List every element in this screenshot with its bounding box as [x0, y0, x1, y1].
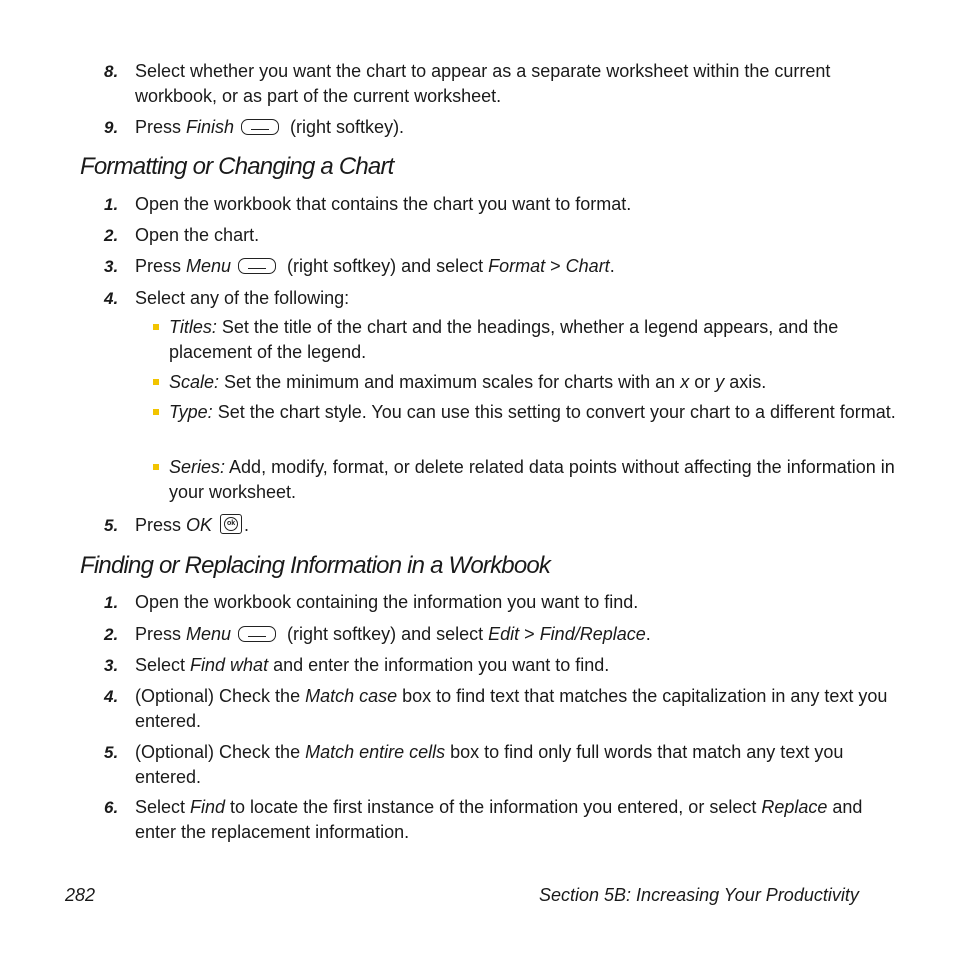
- text-run: (Optional) Check the: [135, 686, 306, 706]
- text-run: and enter the replacement information.: [135, 797, 863, 842]
- path-separator: >: [519, 624, 540, 644]
- step-number: 2.: [104, 226, 119, 245]
- text-run: Add, modify, format, or delete related data points without affecting the information in your worksheet.: [169, 457, 895, 502]
- step-number: 5.: [104, 516, 119, 535]
- ok-glyph: ok: [224, 517, 238, 531]
- step-text: [135, 513, 895, 538]
- replace-label: Replace: [761, 797, 828, 817]
- step-text: Open the chart.: [135, 225, 260, 245]
- text-run: box to find text that matches the capitalization in any text you entered.: [135, 686, 888, 731]
- step-number: 1.: [104, 593, 119, 612]
- text-run: Set the minimum and maximum scales for charts with an: [219, 372, 681, 392]
- text-run: .: [645, 624, 651, 644]
- step-number: 1.: [104, 195, 119, 214]
- menu-label: Menu: [186, 256, 232, 276]
- bullet-term: Titles:: [169, 317, 217, 337]
- match-case-label: Match case: [305, 686, 398, 706]
- step-number: 4.: [104, 687, 119, 706]
- text-run: Set the title of the chart and the headings, whether a legend appears, and the placement of the legend.: [169, 317, 839, 362]
- text-run: Press: [135, 256, 187, 276]
- find-replace-label: Find/Replace: [539, 624, 646, 644]
- text-run: (right softkey) and select: [282, 256, 489, 276]
- right-softkey-icon: [238, 626, 276, 642]
- step-text: Select whether you want the chart to appear as a separate worksheet within the current workbook, or as part of the current worksheet.: [135, 61, 831, 106]
- path-separator: >: [545, 256, 566, 276]
- step-text: [135, 115, 895, 140]
- text-run: Press: [135, 624, 187, 644]
- bullet-text: [169, 455, 897, 505]
- bullet-marker: [153, 464, 159, 470]
- chart-label: Chart: [565, 256, 610, 276]
- find-what-label: Find what: [190, 655, 269, 675]
- text-run: (right softkey).: [285, 117, 405, 137]
- format-label: Format: [488, 256, 546, 276]
- step-number: 6.: [104, 798, 119, 817]
- bullet-text: [169, 315, 897, 365]
- text-run: Press: [135, 515, 187, 535]
- bullet-term: Type:: [169, 402, 213, 422]
- right-softkey-icon: [241, 119, 279, 135]
- step-number: 5.: [104, 743, 119, 762]
- text-run: .: [244, 515, 250, 535]
- step-text: [135, 254, 895, 279]
- edit-label: Edit: [488, 624, 520, 644]
- step-text: [135, 795, 895, 845]
- section-title: Section 5B: Increasing Your Productivity: [539, 885, 859, 905]
- text-run: Press: [135, 117, 187, 137]
- right-softkey-icon: [238, 258, 276, 274]
- step-text: [135, 622, 895, 647]
- bullet-text: [169, 400, 897, 425]
- find-label: Find: [190, 797, 226, 817]
- bullet-term: Series:: [169, 457, 226, 477]
- step-number: 9.: [104, 118, 119, 137]
- step-number: 8.: [104, 62, 119, 81]
- text-run: to locate the first instance of the information you entered, or select: [225, 797, 762, 817]
- step-text: [135, 684, 895, 734]
- step-number: 3.: [104, 656, 119, 675]
- bullet-text: [169, 370, 897, 395]
- step-number: 3.: [104, 257, 119, 276]
- x-axis-term: x: [680, 372, 690, 392]
- text-run: Set the chart style. You can use this setting to convert your chart to a different format.: [212, 402, 896, 422]
- bullet-marker: [153, 379, 159, 385]
- bullet-marker: [153, 409, 159, 415]
- ok-key-icon: [220, 514, 242, 534]
- text-run: (Optional) Check the: [135, 742, 306, 762]
- text-run: Select: [135, 797, 191, 817]
- ok-label: OK: [186, 515, 213, 535]
- text-run: Select: [135, 655, 191, 675]
- step-text: [135, 740, 895, 790]
- match-entire-cells-label: Match entire cells: [305, 742, 446, 762]
- bullet-marker: [153, 324, 159, 330]
- menu-label: Menu: [186, 624, 232, 644]
- step-number: 2.: [104, 625, 119, 644]
- step-text: Select any of the following:: [135, 288, 350, 308]
- text-run: axis.: [724, 372, 767, 392]
- finish-label: Finish: [186, 117, 235, 137]
- text-run: .: [609, 256, 615, 276]
- heading-finding-replacing: Finding or Replacing Information in a Workbook: [80, 552, 551, 579]
- step-text: Open the workbook that contains the chart you want to format.: [135, 194, 632, 214]
- text-run: box to find only full words that match any text you entered.: [135, 742, 844, 787]
- step-number: 4.: [104, 289, 119, 308]
- text-run: or: [689, 372, 716, 392]
- step-text: Open the workbook containing the information you want to find.: [135, 592, 639, 612]
- y-axis-term: y: [715, 372, 725, 392]
- text-run: (right softkey) and select: [282, 624, 489, 644]
- bullet-term: Scale:: [169, 372, 220, 392]
- step-text: [135, 653, 895, 678]
- heading-formatting-chart: Formatting or Changing a Chart: [80, 153, 394, 180]
- page-number: 282: [65, 885, 96, 905]
- text-run: and enter the information you want to find.: [268, 655, 610, 675]
